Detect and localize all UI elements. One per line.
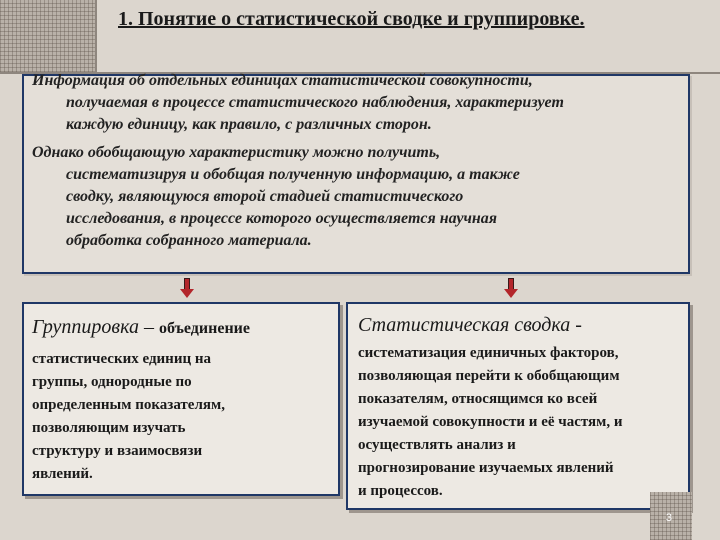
intro-p2-line-3: сводку, являющуюся второй стадией статистического [66, 188, 464, 205]
grouping-title [32, 314, 328, 342]
summary-line: осуществлять анализ и [358, 437, 516, 453]
summary-line: изучаемой совокупности и её частям, и [358, 414, 623, 430]
arrow-down-left-icon [180, 278, 194, 298]
grouping-line: группы, однородные по [32, 374, 192, 390]
grouping-line: определенным показателям, [32, 397, 225, 413]
page-number: 3 [665, 512, 672, 524]
grouping-line: явлений. [32, 466, 93, 482]
grouping-lead: объединение [158, 320, 250, 337]
summary-card [346, 302, 690, 510]
summary-definition [358, 342, 682, 503]
intro-p1-line-2: получаемая в процессе статистического наблюдения, характеризует [66, 94, 564, 111]
grouping-line: статистических единиц на [32, 351, 212, 367]
arrow-down-right-icon [504, 278, 518, 298]
summary-line: показателям, относящимся ко всей [358, 391, 598, 407]
summary-line: прогнозирование изучаемых явлений [358, 460, 614, 476]
intro-p2-line-1: Однако обобщающую характеристику можно получить, [32, 144, 441, 161]
intro-p1-line-3: каждую единицу, как правило, с различных сторон. [66, 116, 432, 133]
intro-p2-line-5: обработка собранного материала. [66, 232, 312, 249]
intro-p2-line-4: исследования, в процессе которого осуществляется научная [66, 210, 498, 227]
slide-title: 1. Понятие о статистической сводке и группировке. [118, 8, 585, 30]
intro-paragraph-1 [32, 70, 564, 136]
summary-title: Статистическая сводка - [358, 314, 582, 336]
grouping-card [22, 302, 340, 496]
grouping-dash: – [138, 316, 159, 338]
intro-p2-line-2: систематизируя и обобщая полученную информацию, а также [66, 166, 520, 183]
summary-line: позволяющая перейти к обобщающим [358, 368, 620, 384]
intro-p1-line-1: Информация об отдельных единицах статистической совокупности, [32, 72, 533, 89]
divider-vertical [95, 0, 97, 72]
summary-line: систематизация единичных факторов, [358, 345, 619, 361]
intro-paragraph-2 [32, 142, 520, 252]
grouping-line: позволяющим изучать [32, 420, 186, 436]
corner-texture-top [0, 0, 95, 72]
grouping-definition [32, 348, 328, 486]
summary-line: и процессов. [358, 483, 443, 499]
grouping-line: структуру и взаимосвязи [32, 443, 203, 459]
grouping-term: Группировка [32, 316, 139, 338]
